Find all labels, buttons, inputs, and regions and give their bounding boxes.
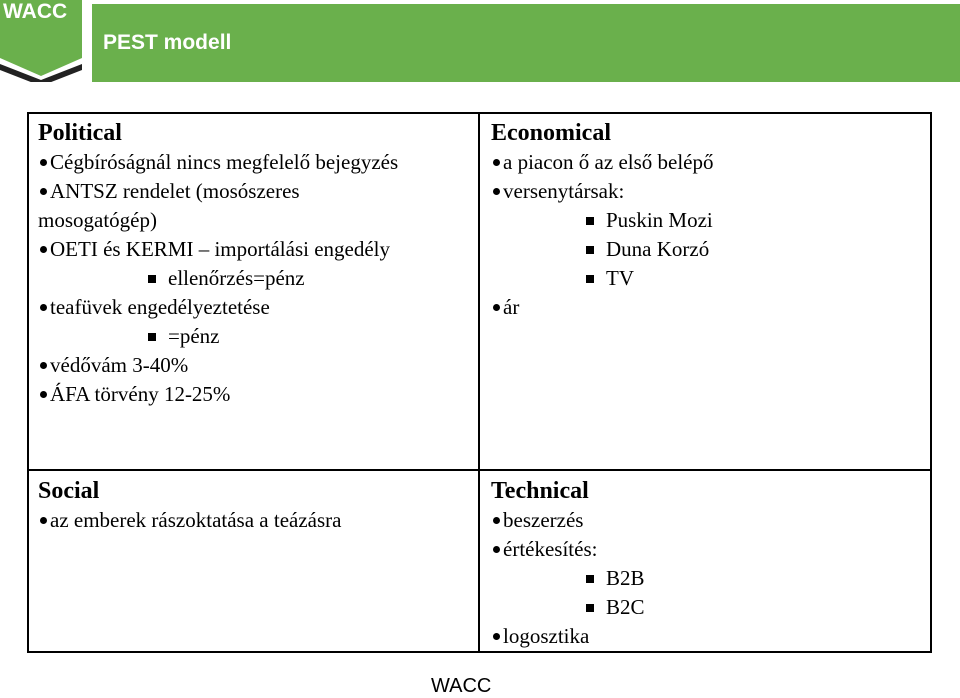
bullet-icon: [40, 304, 47, 311]
list-item-text: ÁFA törvény 12-25%: [50, 382, 231, 406]
bullet-icon: [40, 246, 47, 253]
list-item-text: az emberek rászoktatása a teázásra: [50, 508, 342, 532]
list-item: [38, 351, 398, 380]
footer-text: WACC: [431, 675, 492, 697]
list-item: [491, 506, 645, 535]
list-item-text: TV: [606, 266, 634, 290]
social-cell: [38, 476, 341, 535]
list-item: [38, 206, 398, 235]
list-item: [38, 293, 398, 322]
list-item: [38, 148, 398, 177]
bullet-icon: [493, 159, 500, 166]
list-item: [491, 622, 645, 651]
square-bullet-icon: [586, 275, 594, 283]
bullet-icon: [40, 391, 47, 398]
list-item-text: a piacon ő az első belépő: [503, 150, 714, 174]
grid-vertical-divider: [478, 112, 480, 653]
bullet-icon: [493, 633, 500, 640]
bullet-icon: [493, 517, 500, 524]
list-item-text: =pénz: [168, 324, 220, 348]
list-item: [38, 322, 398, 351]
social-list: [38, 506, 341, 535]
list-item: [491, 148, 714, 177]
bullet-icon: [40, 188, 47, 195]
economical-title: Economical: [491, 120, 611, 146]
list-item-text: védővám 3-40%: [50, 353, 189, 377]
list-item-text: logosztika: [503, 624, 590, 648]
list-item-text: értékesítés:: [503, 537, 598, 561]
political-list: [38, 148, 398, 409]
list-item-text: beszerzés: [503, 508, 584, 532]
list-item: [38, 264, 398, 293]
page-title: PEST modell: [103, 31, 232, 54]
square-bullet-icon: [586, 575, 594, 583]
technical-list: [491, 506, 645, 651]
list-item: [491, 564, 645, 593]
square-bullet-icon: [586, 604, 594, 612]
wacc-logo: [0, 0, 82, 82]
list-item-text: ellenőrzés=pénz: [168, 266, 305, 290]
list-item-text: Duna Korzó: [606, 237, 710, 261]
list-item: [491, 535, 645, 564]
technical-title: Technical: [491, 478, 589, 504]
list-item: [491, 177, 714, 206]
economical-list: [491, 148, 714, 322]
list-item-text: mosogatógép): [38, 208, 157, 232]
square-bullet-icon: [586, 217, 594, 225]
social-title: Social: [38, 478, 100, 504]
list-item: [491, 593, 645, 622]
technical-cell: [491, 476, 645, 651]
list-item-text: B2C: [606, 595, 645, 619]
list-item: [491, 235, 714, 264]
list-item: [38, 177, 398, 206]
bullet-icon: [40, 517, 47, 524]
list-item-text: versenytársak:: [503, 179, 625, 203]
bullet-icon: [40, 362, 47, 369]
list-item: [38, 506, 341, 535]
political-title: Political: [38, 120, 122, 146]
list-item: [491, 206, 714, 235]
list-item: [491, 264, 714, 293]
list-item-text: ár: [503, 295, 520, 319]
title-bar: [92, 4, 960, 82]
square-bullet-icon: [586, 246, 594, 254]
economical-cell: [491, 118, 714, 322]
list-item-text: teafüvek engedélyeztetése: [50, 295, 270, 319]
list-item-text: B2B: [606, 566, 645, 590]
square-bullet-icon: [148, 275, 156, 283]
political-cell: [38, 118, 398, 409]
list-item: [38, 380, 398, 409]
bullet-icon: [40, 159, 47, 166]
bullet-icon: [493, 546, 500, 553]
bullet-icon: [493, 304, 500, 311]
list-item-text: Puskin Mozi: [606, 208, 713, 232]
grid-horizontal-divider: [27, 469, 932, 471]
list-item: [38, 235, 398, 264]
list-item-text: Cégbíróságnál nincs megfelelő bejegyzés: [50, 150, 399, 174]
square-bullet-icon: [148, 333, 156, 341]
bullet-icon: [493, 188, 500, 195]
list-item: [491, 293, 714, 322]
list-item-text: OETI és KERMI – importálási engedély: [50, 237, 390, 261]
logo-text: WACC: [3, 0, 68, 23]
list-item-text: ANTSZ rendelet (mosószeres: [50, 179, 300, 203]
